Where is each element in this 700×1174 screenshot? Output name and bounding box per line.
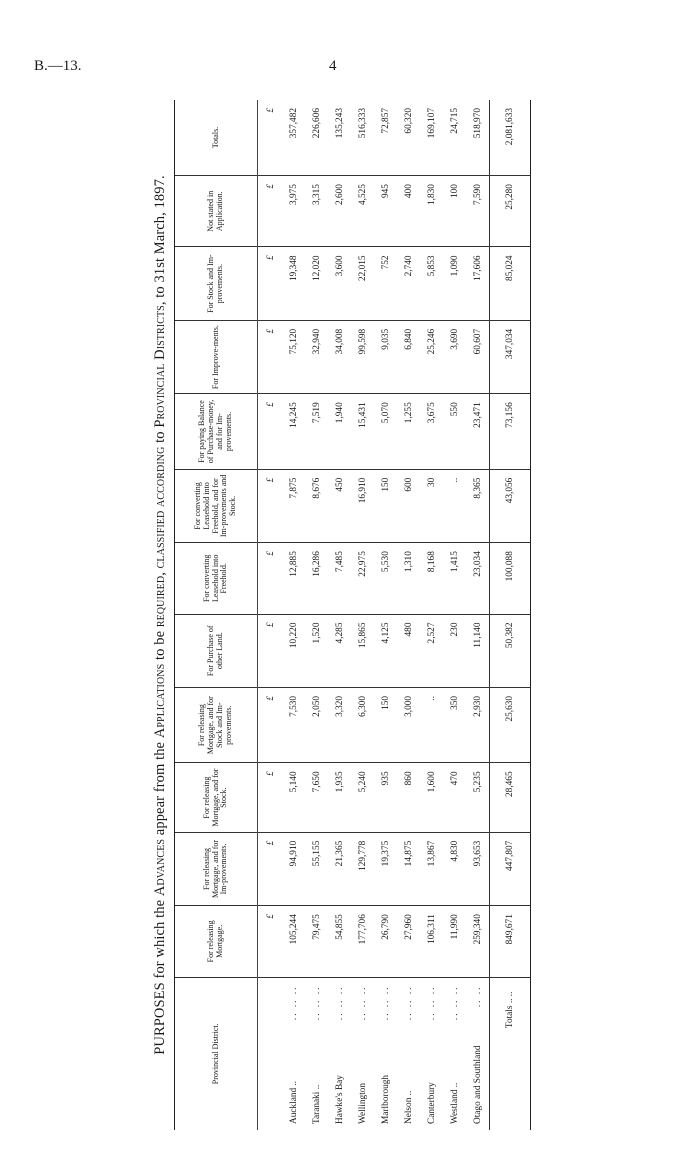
- total-cell: 25,630: [490, 687, 531, 762]
- value-cell: 752: [374, 247, 397, 320]
- column-header: For releasing Mortgage, and for Im-provements.: [175, 832, 258, 905]
- totals-row: [490, 100, 531, 1130]
- value-cell: 5,235: [466, 763, 490, 832]
- value-cell: 54,855: [328, 906, 351, 977]
- value-cell: 3,315: [305, 176, 328, 247]
- district-name: Westland .. .. .. ..: [449, 985, 460, 1124]
- value-cell: 945: [374, 176, 397, 247]
- district-name: Nelson .. .. .. ..: [403, 985, 414, 1124]
- value-cell: 5,853: [420, 247, 443, 320]
- column-header: Totals.: [175, 100, 258, 176]
- value-cell: 1,520: [305, 614, 328, 687]
- value-cell: 72,857: [374, 100, 397, 176]
- unit-cell: £: [258, 687, 283, 762]
- value-cell: 1,310: [397, 543, 420, 614]
- value-cell: 1,600: [420, 763, 443, 832]
- value-cell: 2,050: [305, 687, 328, 762]
- table-row: [305, 100, 328, 1130]
- value-cell: 2,740: [397, 247, 420, 320]
- value-cell: 1,090: [443, 247, 466, 320]
- page-number: 4: [329, 58, 337, 74]
- leader-dots: .. .. ..: [334, 985, 345, 1021]
- value-cell: 19,348: [282, 247, 305, 320]
- value-cell: 25,246: [420, 320, 443, 393]
- table-row: [374, 100, 397, 1130]
- value-cell: 60,607: [466, 320, 490, 393]
- value-cell: 226,606: [305, 100, 328, 176]
- total-cell: 25,280: [490, 176, 531, 247]
- column-header: For Purchase of other Land.: [175, 614, 258, 687]
- value-cell: 516,333: [351, 100, 374, 176]
- district-name: Marlborough .. .. ..: [380, 985, 391, 1124]
- value-cell: 177,706: [351, 906, 374, 977]
- column-header: For Improve-ments.: [175, 320, 258, 393]
- value-cell: 4,125: [374, 614, 397, 687]
- district-name: Otago and Southland .. ..: [466, 977, 490, 1130]
- district-name: Wellington .. .. ..: [357, 985, 368, 1124]
- value-cell: 26,790: [374, 906, 397, 977]
- total-cell: 28,465: [490, 763, 531, 832]
- value-cell: 400: [397, 176, 420, 247]
- value-cell: 94,910: [282, 832, 305, 905]
- value-cell: 518,970: [466, 100, 490, 176]
- value-cell: 23,471: [466, 394, 490, 469]
- value-cell: 6,840: [397, 320, 420, 393]
- district-name: Auckland .. .. .. ..: [288, 985, 299, 1124]
- column-header: For converting Leasehold into Freehold, and for Im-provements and Stock.: [175, 469, 258, 542]
- column-header: Provincial District.: [175, 977, 258, 1130]
- value-cell: 8,365: [466, 469, 490, 542]
- total-cell: 100,088: [490, 543, 531, 614]
- total-cell: 2,081,633: [490, 100, 531, 176]
- column-header: For Stock and Im-provements.: [175, 247, 258, 320]
- table-row: [282, 100, 305, 1130]
- value-cell: 105,244: [282, 906, 305, 977]
- value-cell: 7,519: [305, 394, 328, 469]
- value-cell: 7,485: [328, 543, 351, 614]
- value-cell: 6,300: [351, 687, 374, 762]
- unit-cell: [258, 977, 283, 1130]
- value-cell: 600: [397, 469, 420, 542]
- value-cell: 5,140: [282, 763, 305, 832]
- value-cell: 3,975: [282, 176, 305, 247]
- value-cell: 7,590: [466, 176, 490, 247]
- value-cell: 100: [443, 176, 466, 247]
- value-cell: 7,650: [305, 763, 328, 832]
- value-cell: 4,285: [328, 614, 351, 687]
- value-cell: 5,530: [374, 543, 397, 614]
- value-cell: 10,220: [282, 614, 305, 687]
- value-cell: ..: [443, 469, 466, 542]
- value-cell: 12,885: [282, 543, 305, 614]
- unit-cell: £: [258, 394, 283, 469]
- value-cell: 22,975: [351, 543, 374, 614]
- district-name: Taranaki .. .. .. ..: [311, 985, 322, 1124]
- value-cell: 1,415: [443, 543, 466, 614]
- leader-dots: .. .. ..: [403, 985, 414, 1021]
- value-cell: 4,830: [443, 832, 466, 905]
- value-cell: 23,034: [466, 543, 490, 614]
- column-header: For converting Leasehold into Freehold.: [175, 543, 258, 614]
- value-cell: 8,676: [305, 469, 328, 542]
- value-cell: 1,940: [328, 394, 351, 469]
- value-cell: 15,865: [351, 614, 374, 687]
- value-cell: 169,107: [420, 100, 443, 176]
- value-cell: 7,875: [282, 469, 305, 542]
- unit-cell: £: [258, 832, 283, 905]
- table-row: [420, 100, 443, 1130]
- value-cell: 75,120: [282, 320, 305, 393]
- value-cell: 135,243: [328, 100, 351, 176]
- value-cell: 2,527: [420, 614, 443, 687]
- table-row: [466, 100, 490, 1130]
- value-cell: 935: [374, 763, 397, 832]
- value-cell: 1,830: [420, 176, 443, 247]
- value-cell: ..: [420, 687, 443, 762]
- value-cell: 3,690: [443, 320, 466, 393]
- unit-cell: £: [258, 176, 283, 247]
- unit-cell: £: [258, 320, 283, 393]
- value-cell: 32,940: [305, 320, 328, 393]
- value-cell: 30: [420, 469, 443, 542]
- value-cell: 16,286: [305, 543, 328, 614]
- value-cell: 55,155: [305, 832, 328, 905]
- total-cell: 73,156: [490, 394, 531, 469]
- value-cell: 3,000: [397, 687, 420, 762]
- value-cell: 22,015: [351, 247, 374, 320]
- value-cell: 21,365: [328, 832, 351, 905]
- value-cell: 4,525: [351, 176, 374, 247]
- value-cell: 3,675: [420, 394, 443, 469]
- unit-cell: £: [258, 469, 283, 542]
- leader-dots: .. .. ..: [288, 985, 299, 1021]
- district-name: Hawke's Bay .. .. ..: [334, 985, 345, 1124]
- totals-label: Totals .. ..: [490, 977, 531, 1130]
- unit-cell: £: [258, 906, 283, 977]
- value-cell: 150: [374, 469, 397, 542]
- value-cell: 17,606: [466, 247, 490, 320]
- leader-dots: .. .. ..: [449, 985, 460, 1021]
- value-cell: 470: [443, 763, 466, 832]
- value-cell: 1,935: [328, 763, 351, 832]
- value-cell: 106,311: [420, 906, 443, 977]
- total-cell: 447,807: [490, 832, 531, 905]
- column-header: For releasing Mortgage.: [175, 906, 258, 977]
- value-cell: 1,255: [397, 394, 420, 469]
- value-cell: 11,990: [443, 906, 466, 977]
- column-header: For paying Balance of Purchase-money, and for Im-provements.: [175, 394, 258, 469]
- header-row: [175, 100, 258, 1130]
- value-cell: 3,600: [328, 247, 351, 320]
- value-cell: 60,320: [397, 100, 420, 176]
- value-cell: 5,070: [374, 394, 397, 469]
- total-cell: 347,034: [490, 320, 531, 393]
- value-cell: 8,168: [420, 543, 443, 614]
- unit-cell: £: [258, 763, 283, 832]
- value-cell: 9,035: [374, 320, 397, 393]
- value-cell: 27,960: [397, 906, 420, 977]
- value-cell: 79,475: [305, 906, 328, 977]
- value-cell: 259,340: [466, 906, 490, 977]
- column-header: For releasing Mortgage, and for Stock and Im-provements.: [175, 687, 258, 762]
- table-title: PURPOSES for which the Advances appear from the Applications to be required, classified according to Provincial Districts, to 31st March, 1897.: [152, 175, 168, 1055]
- table-row: [443, 100, 466, 1130]
- unit-cell: £: [258, 100, 283, 176]
- value-cell: 357,482: [282, 100, 305, 176]
- value-cell: 2,600: [328, 176, 351, 247]
- value-cell: 99,598: [351, 320, 374, 393]
- total-cell: 85,024: [490, 247, 531, 320]
- column-header: For releasing Mortgage, and for Stock.: [175, 763, 258, 832]
- value-cell: 7,530: [282, 687, 305, 762]
- value-cell: 14,245: [282, 394, 305, 469]
- total-cell: 849,671: [490, 906, 531, 977]
- value-cell: 350: [443, 687, 466, 762]
- column-header: Not stated in Application.: [175, 176, 258, 247]
- value-cell: 129,778: [351, 832, 374, 905]
- value-cell: 150: [374, 687, 397, 762]
- value-cell: 11,140: [466, 614, 490, 687]
- value-cell: 16,910: [351, 469, 374, 542]
- value-cell: 14,875: [397, 832, 420, 905]
- value-cell: 480: [397, 614, 420, 687]
- value-cell: 550: [443, 394, 466, 469]
- value-cell: 860: [397, 763, 420, 832]
- unit-cell: £: [258, 247, 283, 320]
- value-cell: 3,320: [328, 687, 351, 762]
- unit-cell: £: [258, 614, 283, 687]
- leader-dots: .. .. ..: [311, 985, 322, 1021]
- unit-row: [258, 100, 283, 1130]
- total-cell: 43,056: [490, 469, 531, 542]
- leader-dots: .. .. ..: [380, 985, 391, 1021]
- district-name: Canterbury .. .. ..: [426, 985, 437, 1124]
- value-cell: 12,020: [305, 247, 328, 320]
- table-row: [328, 100, 351, 1130]
- page-ref: B.—13.: [34, 58, 82, 74]
- table-row: [351, 100, 374, 1130]
- value-cell: 15,431: [351, 394, 374, 469]
- value-cell: 13,867: [420, 832, 443, 905]
- leader-dots: .. ..: [472, 985, 483, 1008]
- value-cell: 450: [328, 469, 351, 542]
- value-cell: 230: [443, 614, 466, 687]
- value-cell: 2,930: [466, 687, 490, 762]
- unit-cell: £: [258, 543, 283, 614]
- total-cell: 50,382: [490, 614, 531, 687]
- leader-dots: .. .. ..: [357, 985, 368, 1021]
- value-cell: 19,375: [374, 832, 397, 905]
- value-cell: 34,008: [328, 320, 351, 393]
- rotated-table-block: [152, 100, 532, 1130]
- value-cell: 93,653: [466, 832, 490, 905]
- value-cell: 5,240: [351, 763, 374, 832]
- purposes-table: [174, 100, 531, 1130]
- value-cell: 24,715: [443, 100, 466, 176]
- table-row: [397, 100, 420, 1130]
- leader-dots: .. .. ..: [426, 985, 437, 1021]
